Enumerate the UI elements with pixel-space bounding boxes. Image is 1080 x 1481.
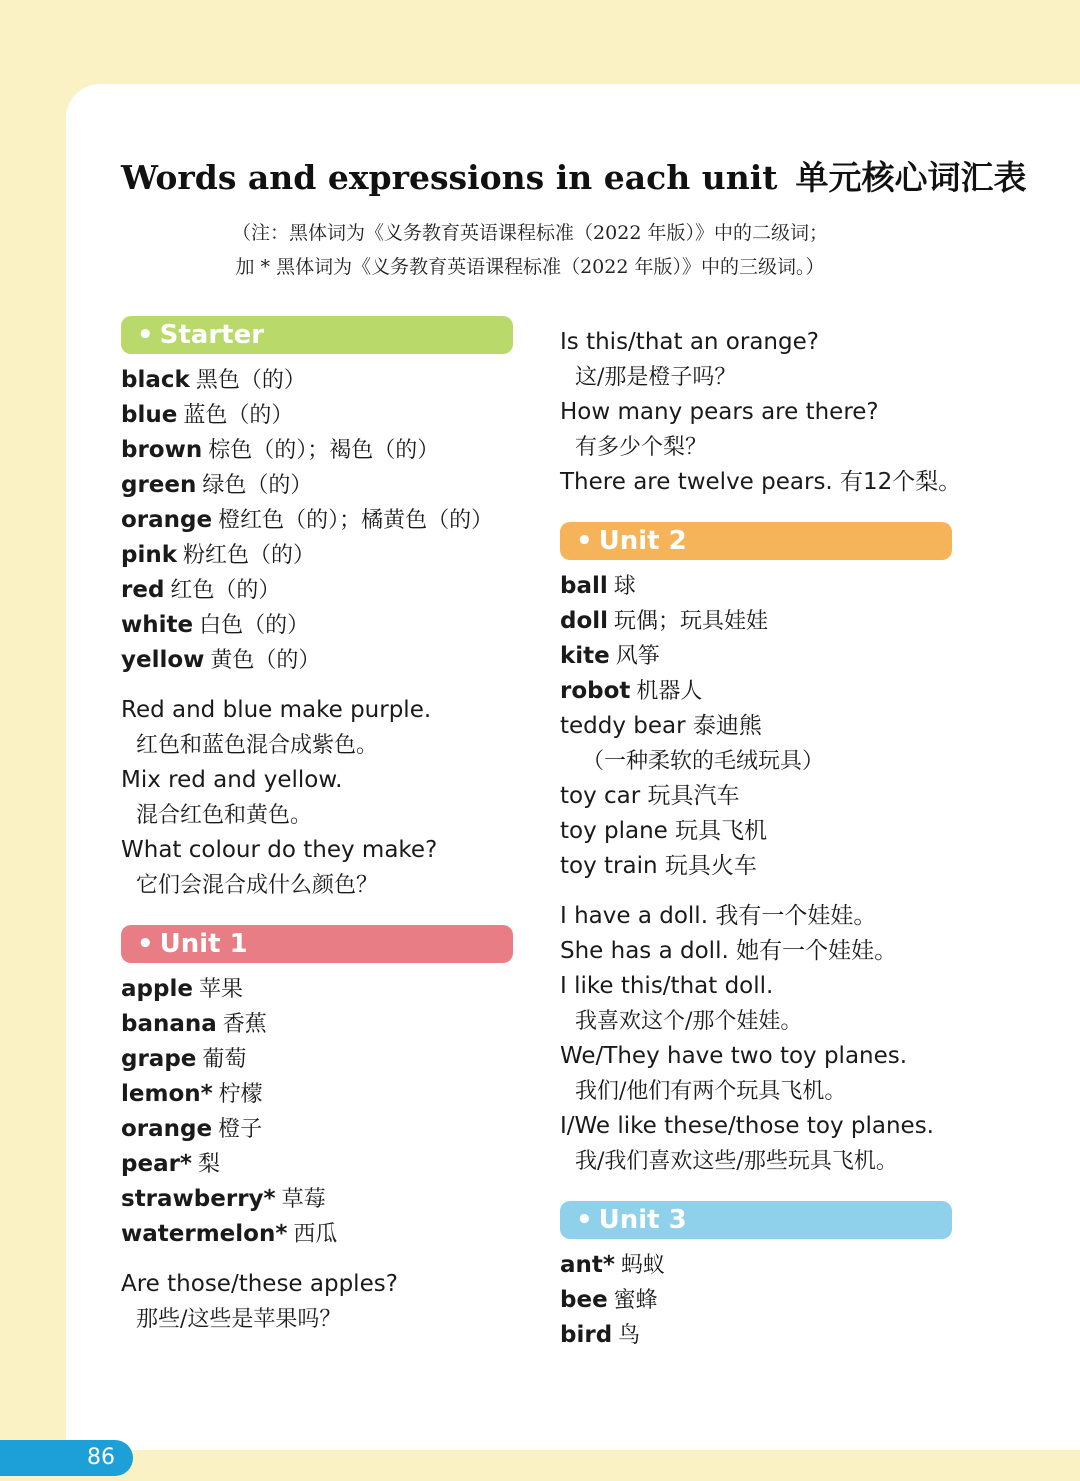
word-entry: teddy bear 泰迪熊 <box>560 713 762 739</box>
unit2-banner: • Unit 2 <box>560 522 952 560</box>
sentence-zh: 那些/这些是苹果吗？ <box>136 1307 342 1332</box>
title-english: Words and expressions in each unit <box>121 158 778 197</box>
page-title <box>121 152 1027 204</box>
word-entry: orange 橙红色（的）；橘黄色（的） <box>121 507 494 533</box>
word-entry: black 黑色（的） <box>121 367 306 393</box>
page-number: 86 <box>0 1440 133 1476</box>
word-entry: pear* 梨 <box>121 1151 220 1177</box>
word-entry: brown 棕色（的）；褐色（的） <box>121 437 440 463</box>
word-entry: toy car 玩具汽车 <box>560 783 740 809</box>
word-entry: robot 机器人 <box>560 678 703 704</box>
sentence-en: She has a doll. 她有一个娃娃。 <box>560 938 898 964</box>
word-entry: toy plane 玩具飞机 <box>560 818 768 844</box>
word-entry: ant* 蚂蚁 <box>560 1252 665 1278</box>
sentence-zh: 我喜欢这个/那个娃娃。 <box>575 1009 803 1034</box>
sentence-en: Mix red and yellow. <box>121 767 343 793</box>
word-entry: lemon* 柠檬 <box>121 1081 263 1107</box>
sentence-zh: 我/我们喜欢这些/那些玩具飞机。 <box>575 1149 898 1174</box>
sentence-en: There are twelve pears. 有12个梨。 <box>560 469 962 495</box>
word-entry: apple 苹果 <box>121 976 243 1002</box>
sentence-en: We/They have two toy planes. <box>560 1043 908 1069</box>
word-entry: watermelon* 西瓜 <box>121 1221 338 1247</box>
sentence-en: I have a doll. 我有一个娃娃。 <box>560 903 877 929</box>
word-entry: pink 粉红色（的） <box>121 542 316 568</box>
sentence-en: Is this/that an orange? <box>560 329 819 355</box>
sentence-zh: 有多少个梨？ <box>575 435 708 460</box>
sentence-zh: 这/那是橙子吗？ <box>575 365 737 390</box>
word-entry: ball 球 <box>560 573 636 599</box>
unit1-banner: • Unit 1 <box>121 925 513 963</box>
sentence-zh: 混合红色和黄色。 <box>136 803 313 828</box>
word-entry: orange 橙子 <box>121 1116 263 1142</box>
starter-banner: • Starter <box>121 316 513 354</box>
word-entry: kite 风筝 <box>560 643 660 669</box>
unit3-banner: • Unit 3 <box>560 1201 952 1239</box>
word-entry: toy train 玩具火车 <box>560 853 757 879</box>
word-entry: yellow 黄色（的） <box>121 647 321 673</box>
word-entry: strawberry* 草莓 <box>121 1186 326 1212</box>
sentence-zh: 红色和蓝色混合成紫色。 <box>136 733 379 758</box>
note-line-2: 加 * 黑体词为《义务教育英语课程标准（2022 年版）》中的三级词。） <box>235 256 825 278</box>
sentence-en: I like this/that doll. <box>560 973 774 999</box>
word-note: （一种柔软的毛绒玩具） <box>582 749 825 774</box>
word-entry: grape 葡萄 <box>121 1046 247 1072</box>
word-entry: red 红色（的） <box>121 577 281 603</box>
sentence-en: I/We like these/those toy planes. <box>560 1113 934 1139</box>
word-entry: bird 鸟 <box>560 1322 641 1348</box>
word-entry: green 绿色（的） <box>121 472 313 498</box>
sentence-zh: 它们会混合成什么颜色？ <box>136 873 379 898</box>
right-column <box>560 325 980 1353</box>
sentence-en: How many pears are there? <box>560 399 879 425</box>
note-line-1: （注：黑体词为《义务教育英语课程标准（2022 年版）》中的二级词； <box>232 222 828 244</box>
word-entry: white 白色（的） <box>121 612 310 638</box>
sentence-en: Are those/these apples? <box>121 1271 398 1297</box>
word-entry: doll 玩偶；玩具娃娃 <box>560 608 769 634</box>
sentence-zh: 我们/他们有两个玩具飞机。 <box>575 1079 847 1104</box>
word-entry: banana 香蕉 <box>121 1011 267 1037</box>
word-entry: bee 蜜蜂 <box>560 1287 658 1313</box>
title-chinese: 单元核心词汇表 <box>795 158 1027 197</box>
left-column <box>121 316 541 1337</box>
word-entry: blue 蓝色（的） <box>121 402 294 428</box>
sentence-en: What colour do they make? <box>121 837 438 863</box>
sentence-en: Red and blue make purple. <box>121 697 432 723</box>
